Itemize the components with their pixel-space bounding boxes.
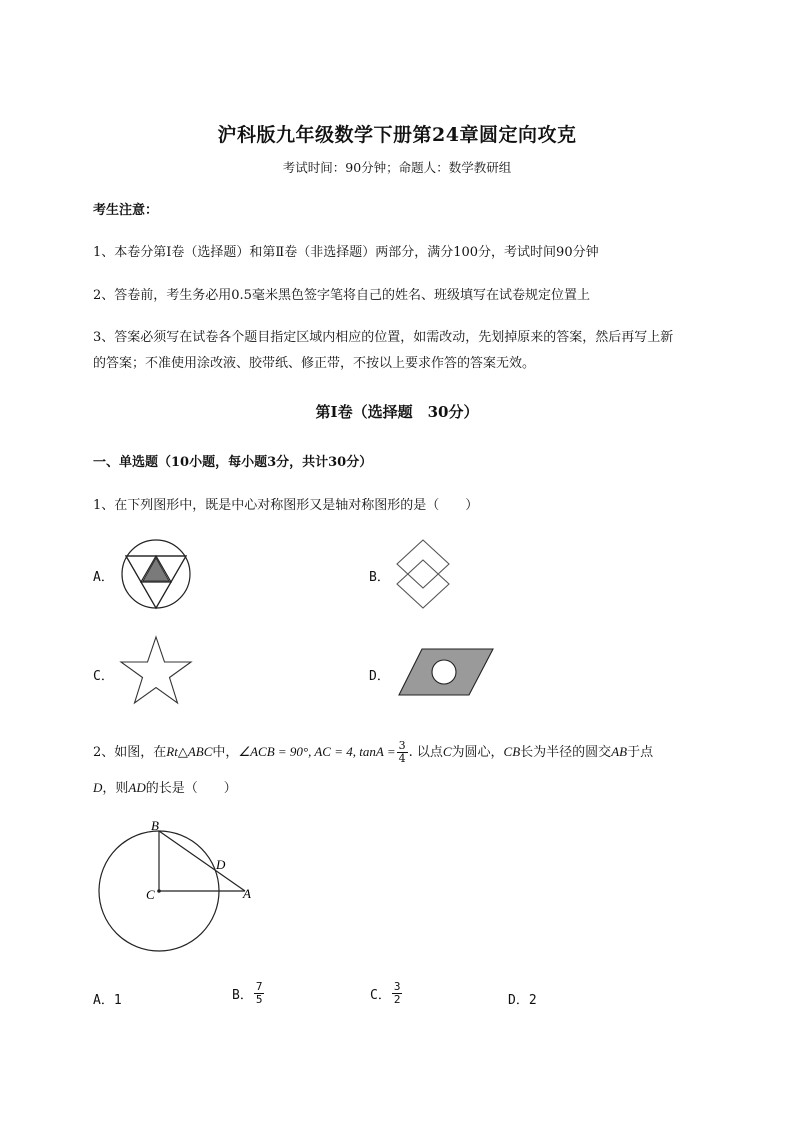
section-title: 第I卷（选择题 30分）: [315, 403, 479, 421]
notice-item-3: 3、答案必须写在试卷各个题目指定区域内相应的位置，如需改动，先划掉原来的答案，然后再写上新: [93, 330, 674, 345]
notice-item-2: 2、答卷前，考生务必用0.5毫米黑色签字笔将自己的姓名、班级填写在试卷规定位置上: [93, 288, 590, 303]
q2-option-c[interactable]: C． $\frac{3}{2}$: [370, 980, 401, 1006]
notice-item-1: 1、本卷分第I卷（选择题）和第Ⅱ卷（非选择题）两部分，满分100分，考试时间90分钟: [93, 245, 599, 260]
q1-figure-a-circle-triangles: [120, 538, 192, 610]
q1-option-a-label[interactable]: A．: [93, 570, 114, 585]
question-1-stem: 1、在下列图形中，既是中心对称图形又是轴对称图形的是（ ）: [93, 498, 479, 513]
q1-figure-b-overlapping-squares: [395, 538, 451, 610]
label-d: D: [216, 857, 226, 872]
notice-item-3-cont: 的答案；不准使用涂改液、胶带纸、修正带，不按以上要求作答的答案无效。: [93, 356, 536, 371]
q2-condition: ∠ACB = 90°, AC = 4, tanA =: [238, 744, 396, 759]
q1-option-b-label[interactable]: B．: [369, 570, 390, 585]
label-c: C: [146, 887, 155, 902]
page-title: 沪科版九年级数学下册第24章圆定向攻克: [217, 124, 577, 146]
q2-option-a[interactable]: A．1: [93, 993, 122, 1008]
q1-option-d-label[interactable]: D．: [369, 669, 390, 684]
question-2-stem: 2、如图，在Rt△ABC中，∠ACB = 90°, AC = 4, tanA = $\frac{3}{4}$ . 以点C为圆心，CB长为半径的圆交AB于点: [93, 739, 654, 765]
q1-figure-c-star: [118, 635, 194, 705]
q2-option-d[interactable]: D．2: [508, 993, 537, 1008]
q1-option-c-label[interactable]: C．: [93, 669, 114, 684]
question-2-stem-cont: D，则AD的长是（ ）: [93, 780, 237, 796]
q2-option-b[interactable]: B． $\frac{7}{5}$: [232, 980, 263, 1006]
label-a: A: [243, 886, 251, 901]
q2-figure-circle-triangle: [95, 815, 265, 955]
label-b: B: [151, 818, 159, 833]
q2-tan-fraction: $\frac{3}{4}$: [398, 739, 406, 765]
q1-figure-d-parallelogram-hole: [398, 648, 494, 696]
notice-heading: 考生注意：: [93, 203, 159, 218]
exam-info: 考试时间：90分钟；命题人：数学教研组: [282, 160, 512, 175]
part-heading: 一、单选题（10小题，每小题3分，共计30分）: [93, 455, 373, 470]
